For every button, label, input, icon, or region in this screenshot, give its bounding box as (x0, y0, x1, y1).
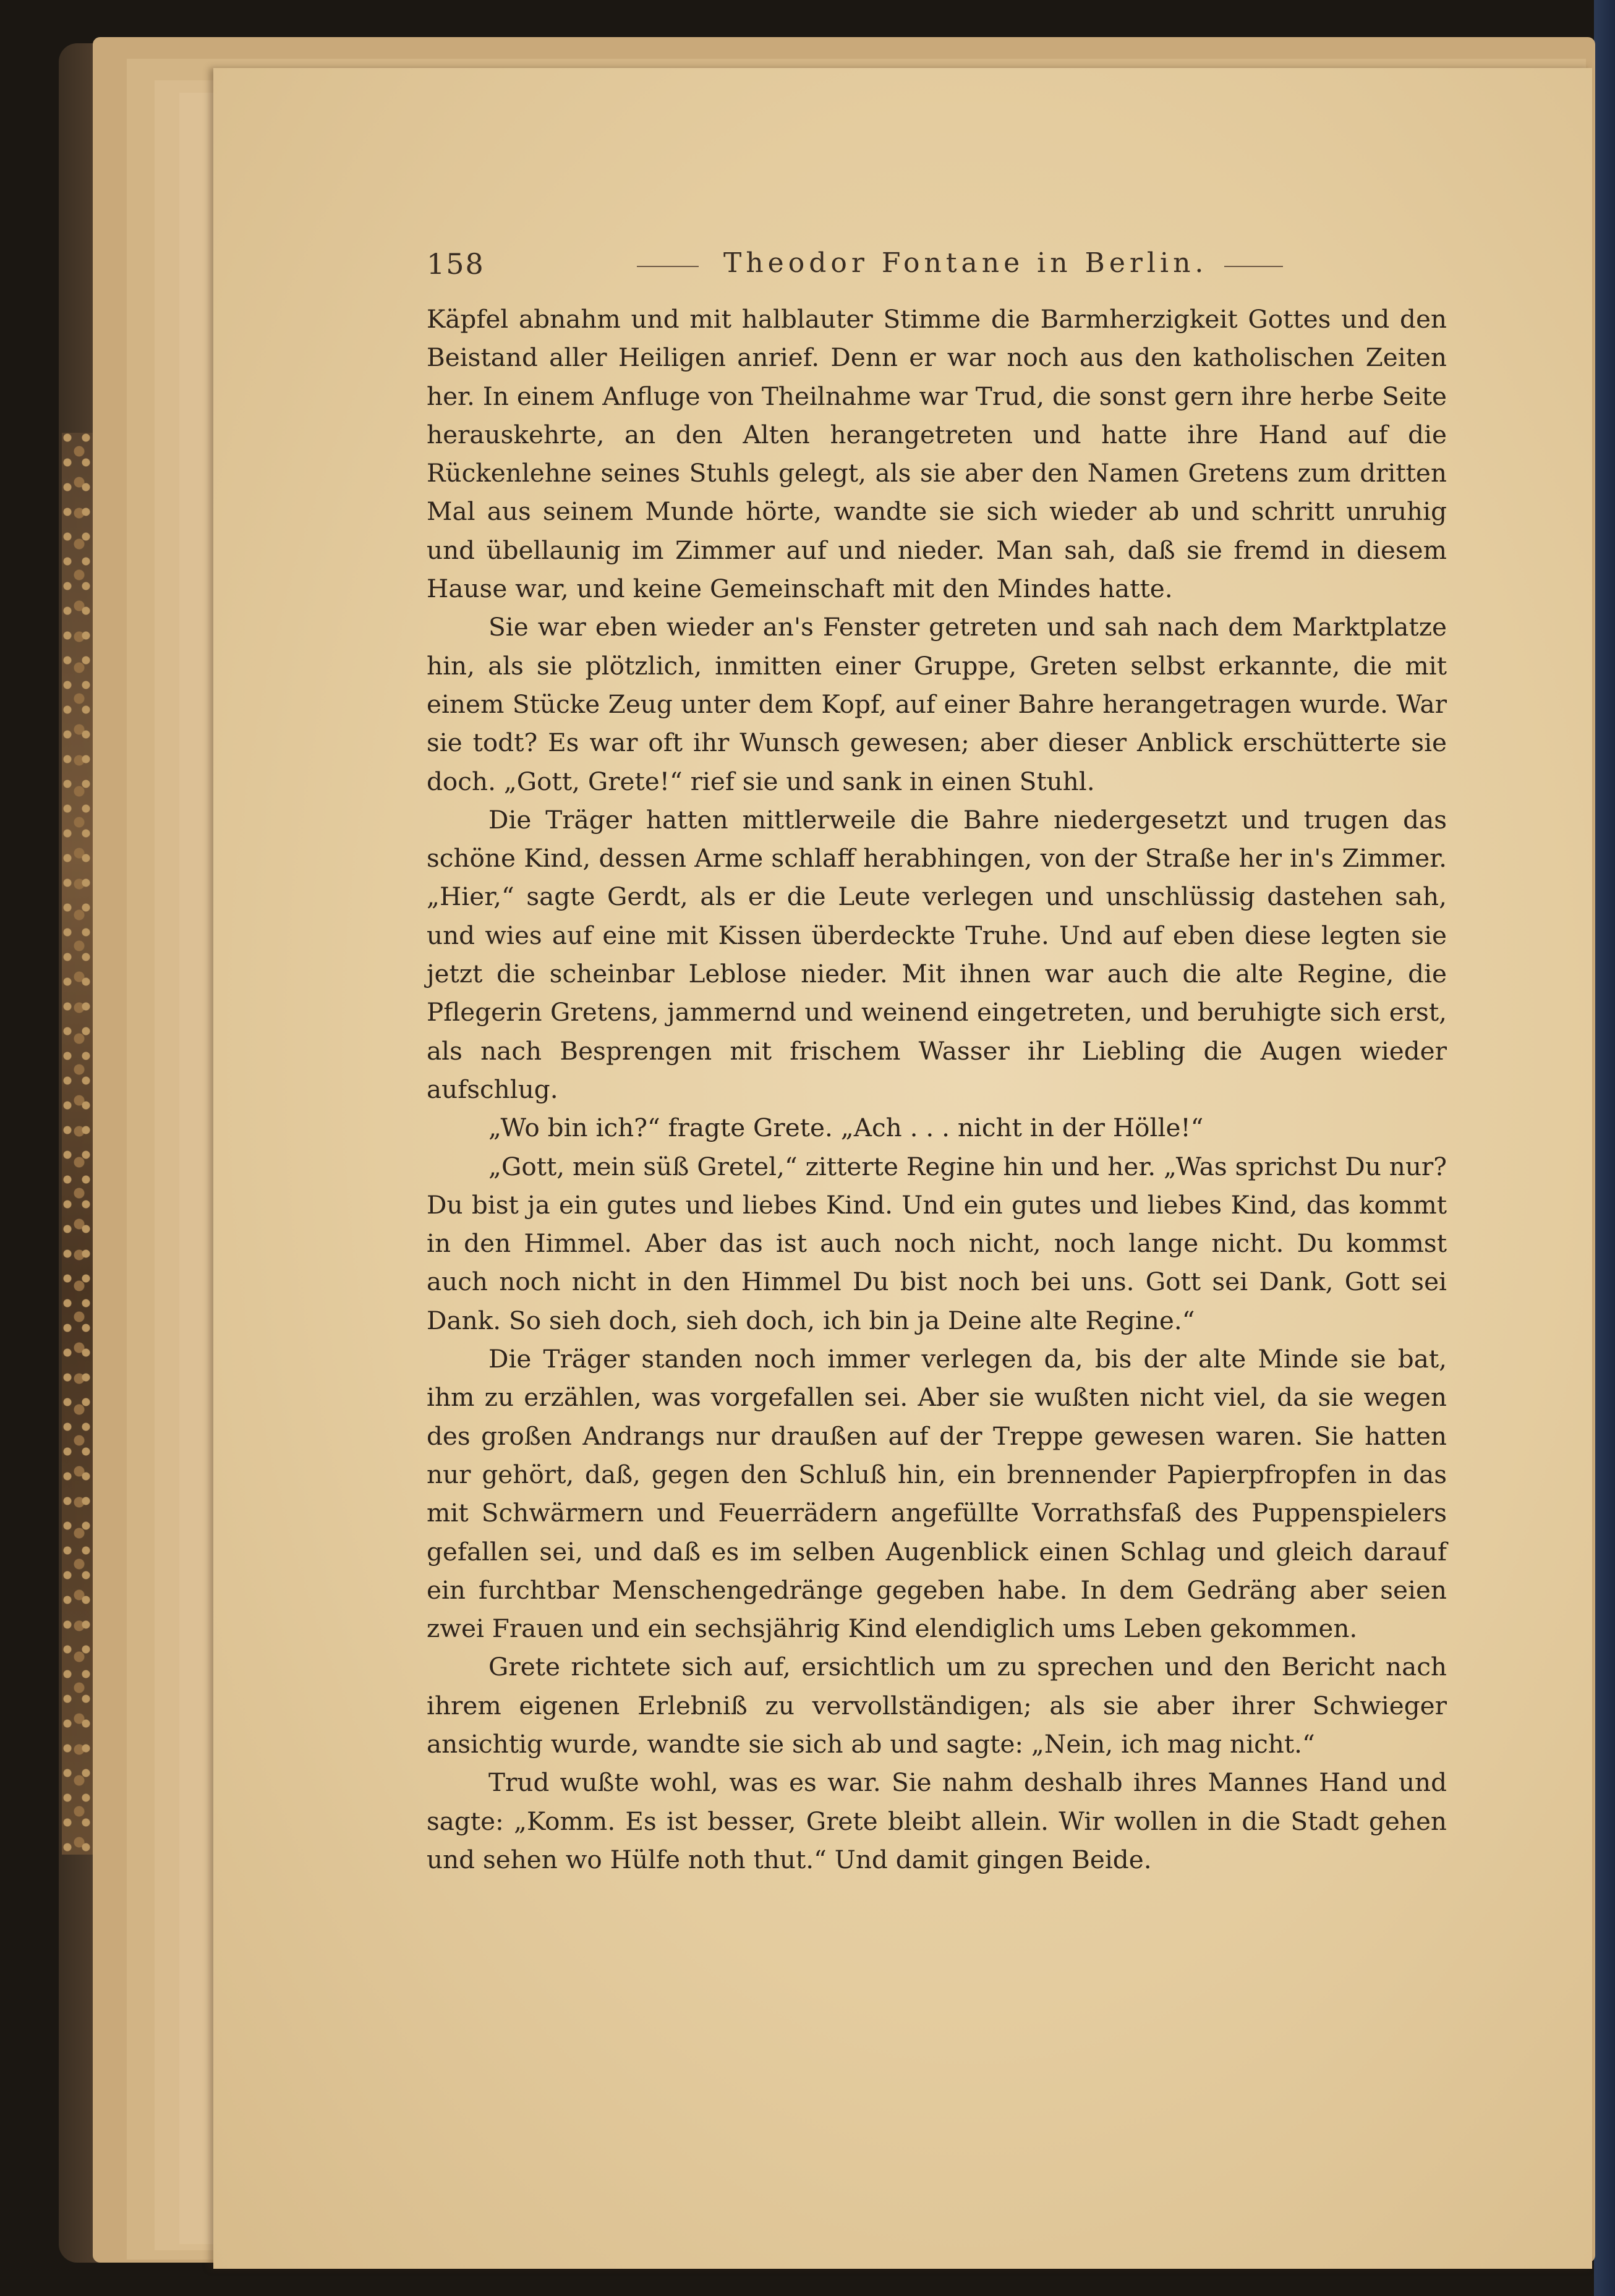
running-title: Theodor Fontane in Berlin. (723, 247, 1208, 279)
paragraph: Die Träger standen noch immer verlegen da, bis der alte Minde sie bat, ihm zu erzählen, was vorgefallen sei. Aber sie wußten nicht viel, da sie wegen des großen Andrangs nur draußen auf der Treppe gewesen waren. Sie hatten nur gehört, daß, gegen den Schluß hin, ein brennender Papierpfropfen in das mit Schwärmern und Feuerrädern angefüllte Vorrathsfaß des Puppenspielers gefallen sei, und daß es im selben Augenblick einen Schlag und gleich darauf ein furchtbar Menschengedränge gegeben habe. In dem Gedräng aber seien zwei Frauen und ein sechsjährig Kind elendiglich ums Leben gekommen. (427, 1344, 1447, 1644)
header-rule-left (637, 266, 699, 267)
background-edge (1594, 0, 1615, 2296)
page-header (427, 247, 1280, 291)
paragraph: „Gott, mein süß Gretel,“ zitterte Regine hin und her. „Was sprichst Du nur? Du bist ja ein gutes und liebes Kind. Und ein gutes und liebes Kind, das kommt in den Himmel. Aber das ist auch noch nicht, noch lange nicht. Du kommst auch noch nicht in den Himmel Du bist noch bei uns. Gott sei Dank, Gott sei Dank. So sieh doch, sieh doch, ich bin ja Deine alte Regine.“ (427, 1151, 1447, 1335)
header-rule-right (1224, 266, 1283, 267)
paragraph: Käpfel abnahm und mit halblauter Stimme die Barmherzigkeit Gottes und den Beistand aller Heiligen anrief. Denn er war noch aus den katholischen Zeiten her. In einem Anfluge von Theilnahme war Trud, die sonst gern ihre herbe Seite herauskehrte, an den Alten herangetreten und hatte ihre Hand auf die Rückenlehne seines Stuhls gelegt, als sie aber den Namen Gretens zum dritten Mal aus seinem Munde hörte, wandte sie sich wieder ab und schritt unruhig und übellaunig im Zimmer auf und nieder. Man sah, daß sie fremd in diesem Hause war, und keine Gemeinschaft mit den Mindes hatte. (427, 304, 1447, 604)
body-text (427, 300, 1447, 1879)
paragraph: „Wo bin ich?“ fragte Grete. „Ach . . . nicht in der Hölle!“ (488, 1113, 1204, 1143)
paragraph: Sie war eben wieder an's Fenster getreten und sah nach dem Marktplatze hin, als sie plötzlich, inmitten einer Gruppe, Greten selbst erkannte, die mit einem Stücke Zeug unter dem Kopf, auf einer Bahre herangetragen wurde. War sie todt? Es war oft ihr Wunsch gewesen; aber dieser Anblick erschütterte sie doch. „Gott, Grete!“ rief sie und sank in einen Stuhl. (427, 612, 1447, 796)
paragraph: Grete richtete sich auf, ersichtlich um zu sprechen und den Bericht nach ihrem eigenen Erlebniß zu vervollständigen; als sie aber ihrer Schwieger ansichtig wurde, wandte sie sich ab und sagte: „Nein, ich mag nicht.“ (427, 1652, 1447, 1759)
page-number: 158 (427, 247, 485, 281)
paragraph: Die Träger hatten mittlerweile die Bahre niedergesetzt und trugen das schöne Kind, dessen Arme schlaff herabhingen, von der Straße her in's Zimmer. „Hier,“ sagte Gerdt, als er die Leute verlegen und unschlüssig dastehen sah, und wies auf eine mit Kissen überdeckte Truhe. Und auf eben diese legten sie jetzt die scheinbar Leblose nieder. Mit ihnen war auch die alte Regine, die Pflegerin Gretens, jammernd und weinend eingetreten, und beruhigte sich erst, als nach Besprengen mit frischem Wasser ihr Liebling die Augen wieder aufschlug. (427, 804, 1447, 1104)
paragraph: Trud wußte wohl, was es war. Sie nahm deshalb ihres Mannes Hand und sagte: „Komm. Es ist besser, Grete bleibt allein. Wir wollen in die Stadt gehen und sehen wo Hülfe noth thut.“ Und damit gingen Beide. (427, 1767, 1447, 1874)
